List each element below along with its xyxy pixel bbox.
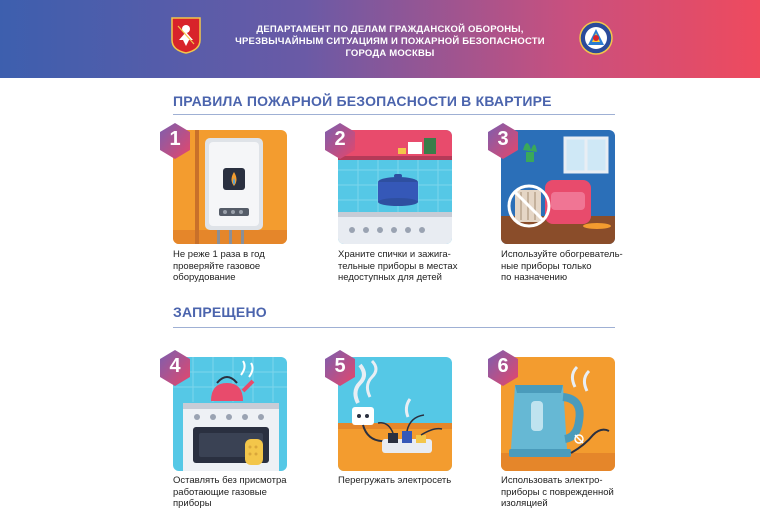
badge-number: 5 <box>334 355 346 377</box>
section-divider <box>173 114 615 115</box>
card-caption <box>501 475 641 510</box>
emergency-department-emblem-icon <box>578 20 614 56</box>
caption-line: ные приборы только <box>501 260 592 272</box>
caption-line: Храните спички и зажига- <box>338 249 451 260</box>
card-caption <box>501 249 641 284</box>
number-badge <box>158 349 192 387</box>
caption-line: Используйте обогреватель- <box>501 249 623 260</box>
section-divider <box>173 327 615 328</box>
number-badge <box>323 122 357 160</box>
header-title-line: ДЕПАРТАМЕНТ ПО ДЕЛАМ ГРАЖДАНСКОЙ ОБОРОНЫ, <box>256 24 524 35</box>
header-title <box>190 24 590 60</box>
card-caption <box>173 475 313 510</box>
caption-line: работающие газовые <box>173 486 267 498</box>
caption-line: тельные приборы в местах <box>338 260 458 272</box>
caption-line: недоступных для детей <box>338 272 442 283</box>
number-badge <box>323 349 357 387</box>
badge-number: 1 <box>169 128 181 150</box>
caption-line: приборы с поврежденной <box>501 486 614 498</box>
caption-line: Перегружать электросеть <box>338 475 452 486</box>
number-badge <box>158 122 192 160</box>
caption-line: изоляцией <box>501 498 548 509</box>
section-title-forbidden: ЗАПРЕЩЕНО <box>173 304 267 320</box>
caption-line: оборудование <box>173 272 236 283</box>
caption-line: приборы <box>173 498 212 509</box>
header-title-line: ЧРЕЗВЫЧАЙНЫМ СИТУАЦИЯМ И ПОЖАРНОЙ БЕЗОПАСНОСТИ <box>235 36 545 47</box>
badge-number: 6 <box>497 355 509 377</box>
section-title-rules: ПРАВИЛА ПОЖАРНОЙ БЕЗОПАСНОСТИ В КВАРТИРЕ <box>173 93 552 109</box>
caption-line: Использовать электро- <box>501 475 603 486</box>
number-badge <box>486 349 520 387</box>
card-caption <box>173 249 313 284</box>
caption-line: Не реже 1 раза в год <box>173 249 265 260</box>
caption-line: Оставлять без присмотра <box>173 475 287 486</box>
badge-number: 4 <box>169 355 181 377</box>
card-caption <box>338 475 478 487</box>
badge-number: 2 <box>334 128 346 150</box>
header-title-line: ГОРОДА МОСКВЫ <box>345 48 435 59</box>
header-banner <box>0 0 760 78</box>
number-badge <box>486 122 520 160</box>
caption-line: проверяйте газовое <box>173 260 261 272</box>
caption-line: по назначению <box>501 272 568 283</box>
card-caption <box>338 249 478 284</box>
badge-number: 3 <box>497 128 509 150</box>
